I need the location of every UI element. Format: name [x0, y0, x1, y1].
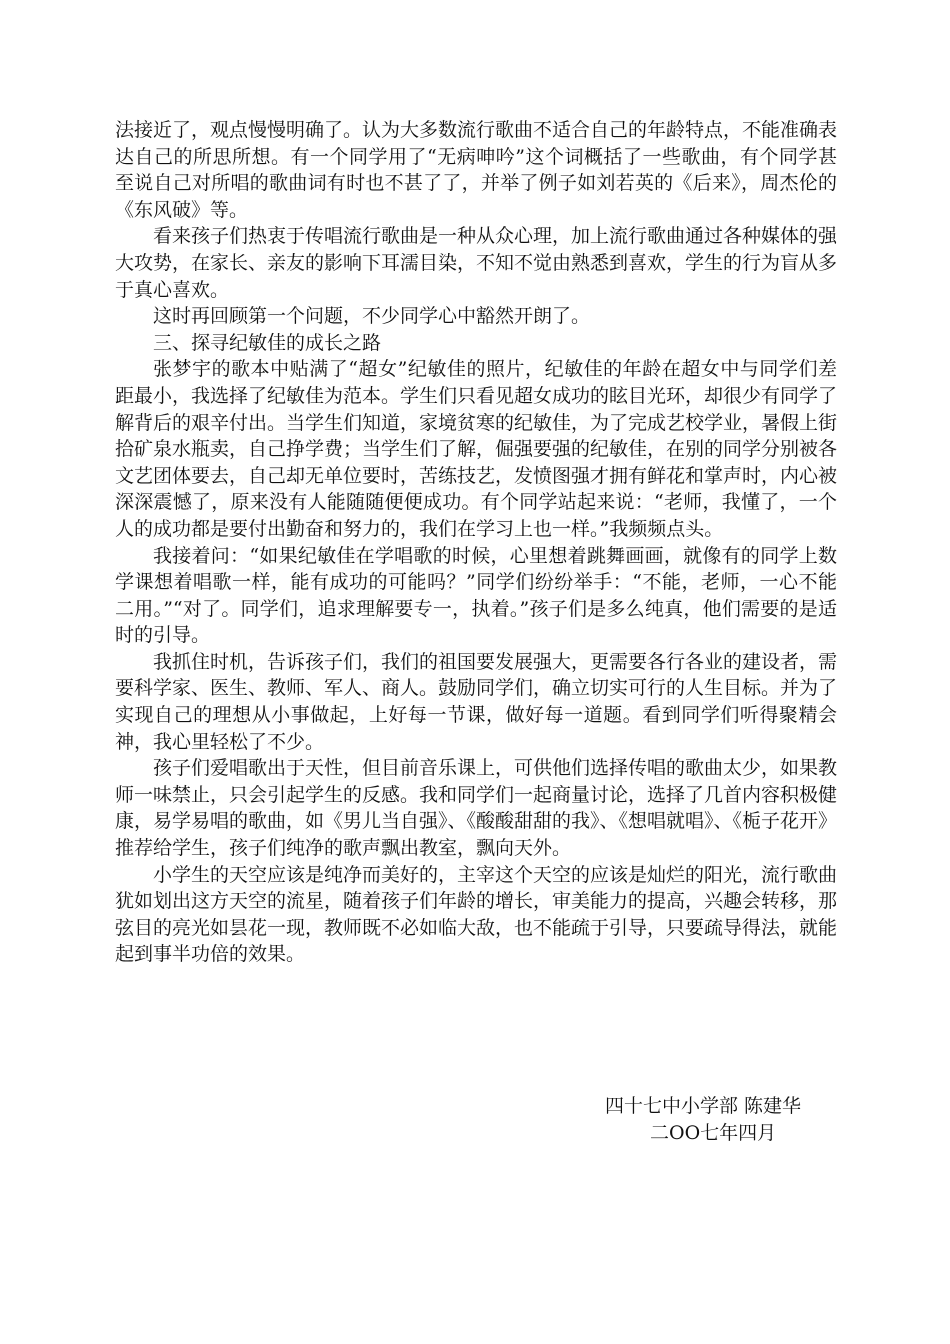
section-heading: 三、探寻纪敏佳的成长之路: [153, 331, 382, 354]
signature-author: 四十七中小学部 陈建华: [605, 1095, 802, 1117]
paragraph: 我抓住时机，告诉孩子们，我们的祖国要发展强大，更需要各行各业的建设者，需要科学家、医生、教师、军人、商人。鼓励同学们，确立切实可行的人生目标。并为了实现自己的理想从小事做起，上好每一节课，做好每一道题。看到同学们听得聚精会神，我心里轻松了不少。: [115, 650, 838, 753]
paragraph: 我接着问：“如果纪敏佳在学唱歌的时候，心里想着跳舞画画，就像有的同学上数学课想着唱歌一样，能有成功的可能吗？”同学们纷纷举手：“不能，老师，一心不能二用。”“对了。同学们，追求理解要专一，执着。”孩子们是多么纯真，他们需要的是适时的引导。: [115, 544, 837, 647]
signature-date: 二OO七年四月: [650, 1122, 777, 1144]
paragraph: 法接近了，观点慢慢明确了。认为大多数流行歌曲不适合自己的年龄特点，不能准确表达自己的所思所想。有一个同学用了“无病呻吟”这个词概括了一些歌曲，有个同学甚至说自己对所唱的歌曲词有时也不甚了了，并举了例子如刘若英的《后来》，周杰伦的《东风破》等。: [115, 119, 838, 221]
paragraph: 孩子们爱唱歌出于天性，但目前音乐课上，可供他们选择传唱的歌曲太少，如果教师一味禁止，只会引起学生的反感。我和同学们一起商量讨论，选择了几首内容积极健康，易学易唱的歌曲，如《男儿当自强》、《酸酸甜甜的我》、《想唱就唱》、《栀子花开》推荐给学生，孩子们纯净的歌声飘出教室，飘向天外。: [115, 757, 838, 860]
article-body: [115, 117, 837, 968]
paragraph: 张梦宇的歌本中贴满了“超女”纪敏佳的照片，纪敏佳的年龄在超女中与同学们差距最小，我选择了纪敏佳为范本。学生们只看见超女成功的眩目光环，却很少有同学了解背后的艰辛付出。当学生们知道，家境贫寒的纪敏佳，为了完成艺校学业，暑假上街拾矿泉水瓶卖，自己挣学费；当学生们了解，倔强要强的纪敏佳，在别的同学分别被各文艺团体要去，自己却无单位要时，苦练技艺，发愤图强才拥有鲜花和掌声时，内心被深深震憾了，原来没有人能随随便便成功。有个同学站起来说：“老师，我懂了，一个人的成功都是要付出勤奋和努力的，我们在学习上也一样。”我频频点头。: [115, 358, 838, 540]
paragraph: 看来孩子们热衷于传唱流行歌曲是一种从众心理，加上流行歌曲通过各种媒体的强大攻势，在家长、亲友的影响下耳濡目染，不知不觉由熟悉到喜欢，学生的行为盲从多于真心喜欢。: [115, 225, 838, 301]
paragraph: 小学生的天空应该是纯净而美好的，主宰这个天空的应该是灿烂的阳光，流行歌曲犹如划出这方天空的流星，随着孩子们年龄的增长，审美能力的提高，兴趣会转移，那弦目的亮光如昙花一现，教师既不必如临大敌，也不能疏于引导，只要疏导得法，就能起到事半功倍的效果。: [115, 863, 838, 966]
paragraph: 这时再回顾第一个问题，不少同学心中豁然开朗了。: [153, 305, 591, 328]
